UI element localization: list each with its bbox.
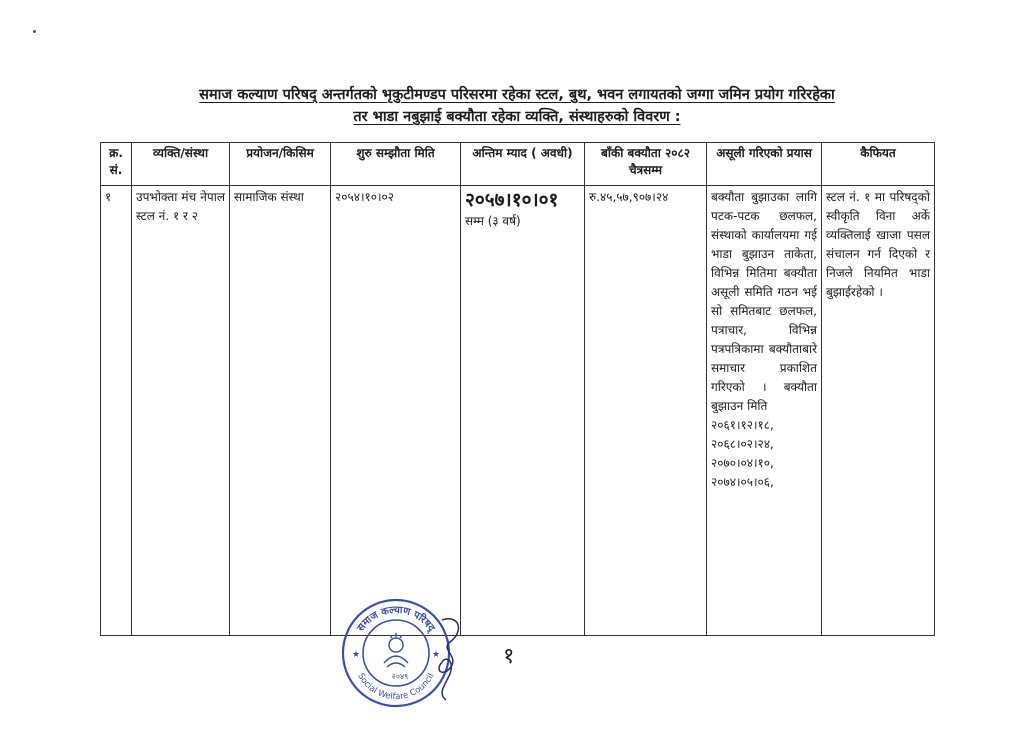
cell-sn: १ [101, 186, 132, 636]
cell-remarks: स्टल नं. १ मा परिषद्को स्वीकृति विना अर्के व्यक्तिलाई खाजा पसल संचालन गर्न दिएको र निजले नियमित भाडा बुझाईरहेको । [822, 186, 935, 636]
cell-end-date [461, 186, 585, 636]
cell-purpose: सामाजिक संस्था [230, 186, 331, 636]
header-sn: क्र. सं. [101, 143, 132, 186]
page-number: १ [503, 644, 515, 669]
recovery-date: २०७४।०५।०६, [711, 475, 774, 489]
dues-table [100, 142, 935, 636]
header-entity: व्यक्ति/संस्था [132, 143, 230, 186]
recovery-text: बक्यौता बुझाउका लागि पटक-पटक छलफल, संस्थाको कार्यालयमा गई भाडा बुझाउन ताकेता, विभिन्न मितिमा बक्यौता असूली समिति गठन भई सो समितबाट छलफल, पत्राचार, विभिन्न पत्रपत्रिकामा बक्यौताबारे समाचार प्रकाशित गरिएको । बक्यौता बुझाउन मिति [711, 190, 817, 413]
recovery-date: २०६८।०२।२४, [711, 437, 774, 451]
star-icon: ★ [352, 650, 361, 660]
title-line-2: तर भाडा नबुझाई बक्यौता रहेका व्यक्ति, संस्थाहरुको विवरण : [353, 109, 681, 125]
cell-entity: उपभोक्ता मंच नेपाल स्टल नं. १ र २ [132, 186, 230, 636]
cell-start-date: २०५४।१०।०२ [331, 186, 461, 636]
header-end-date: अन्तिम म्याद ( अवधी) [461, 143, 585, 186]
stamp-bottom-text: Social Welfare Council [355, 671, 437, 703]
stamp-top-text: समाज कल्याण परिषद् [355, 604, 437, 634]
end-date-note: सम्म (३ वर्ष) [465, 214, 521, 228]
signature [420, 612, 470, 702]
title-line-1: समाज कल्याण परिषद् अन्तर्गतको भृकुटीमण्डप परिसरमा रहेका स्टल, बुथ, भवन लगायतको जग्गा जमिन प्रयोग गरिरहेका [199, 87, 835, 103]
header-recovery: असूली गरिएको प्रयास [707, 143, 822, 186]
cell-due: रु.४५,५७,९०७।२४ [585, 186, 707, 636]
cell-recovery [707, 186, 822, 636]
end-date-value: २०५७।१०।०१ [465, 189, 559, 211]
header-purpose: प्रयोजन/किसिम [230, 143, 331, 186]
header-remarks: कैफियत [822, 143, 935, 186]
header-due: बाँकी बक्यौता २०८२ चैत्रसम्म [585, 143, 707, 186]
speck [33, 30, 36, 33]
star-icon: ★ [432, 650, 441, 660]
emblem-icon [384, 633, 408, 667]
header-start-date: शुरु सम्झौता मिति [331, 143, 461, 186]
stamp-year: २०४९ [391, 672, 409, 681]
table-row [101, 186, 935, 636]
table-header-row [101, 143, 935, 186]
recovery-date: २०७०।०४।१०, [711, 456, 774, 470]
document-title [100, 84, 934, 128]
recovery-date: २०६१।१२।१८, [711, 418, 774, 432]
